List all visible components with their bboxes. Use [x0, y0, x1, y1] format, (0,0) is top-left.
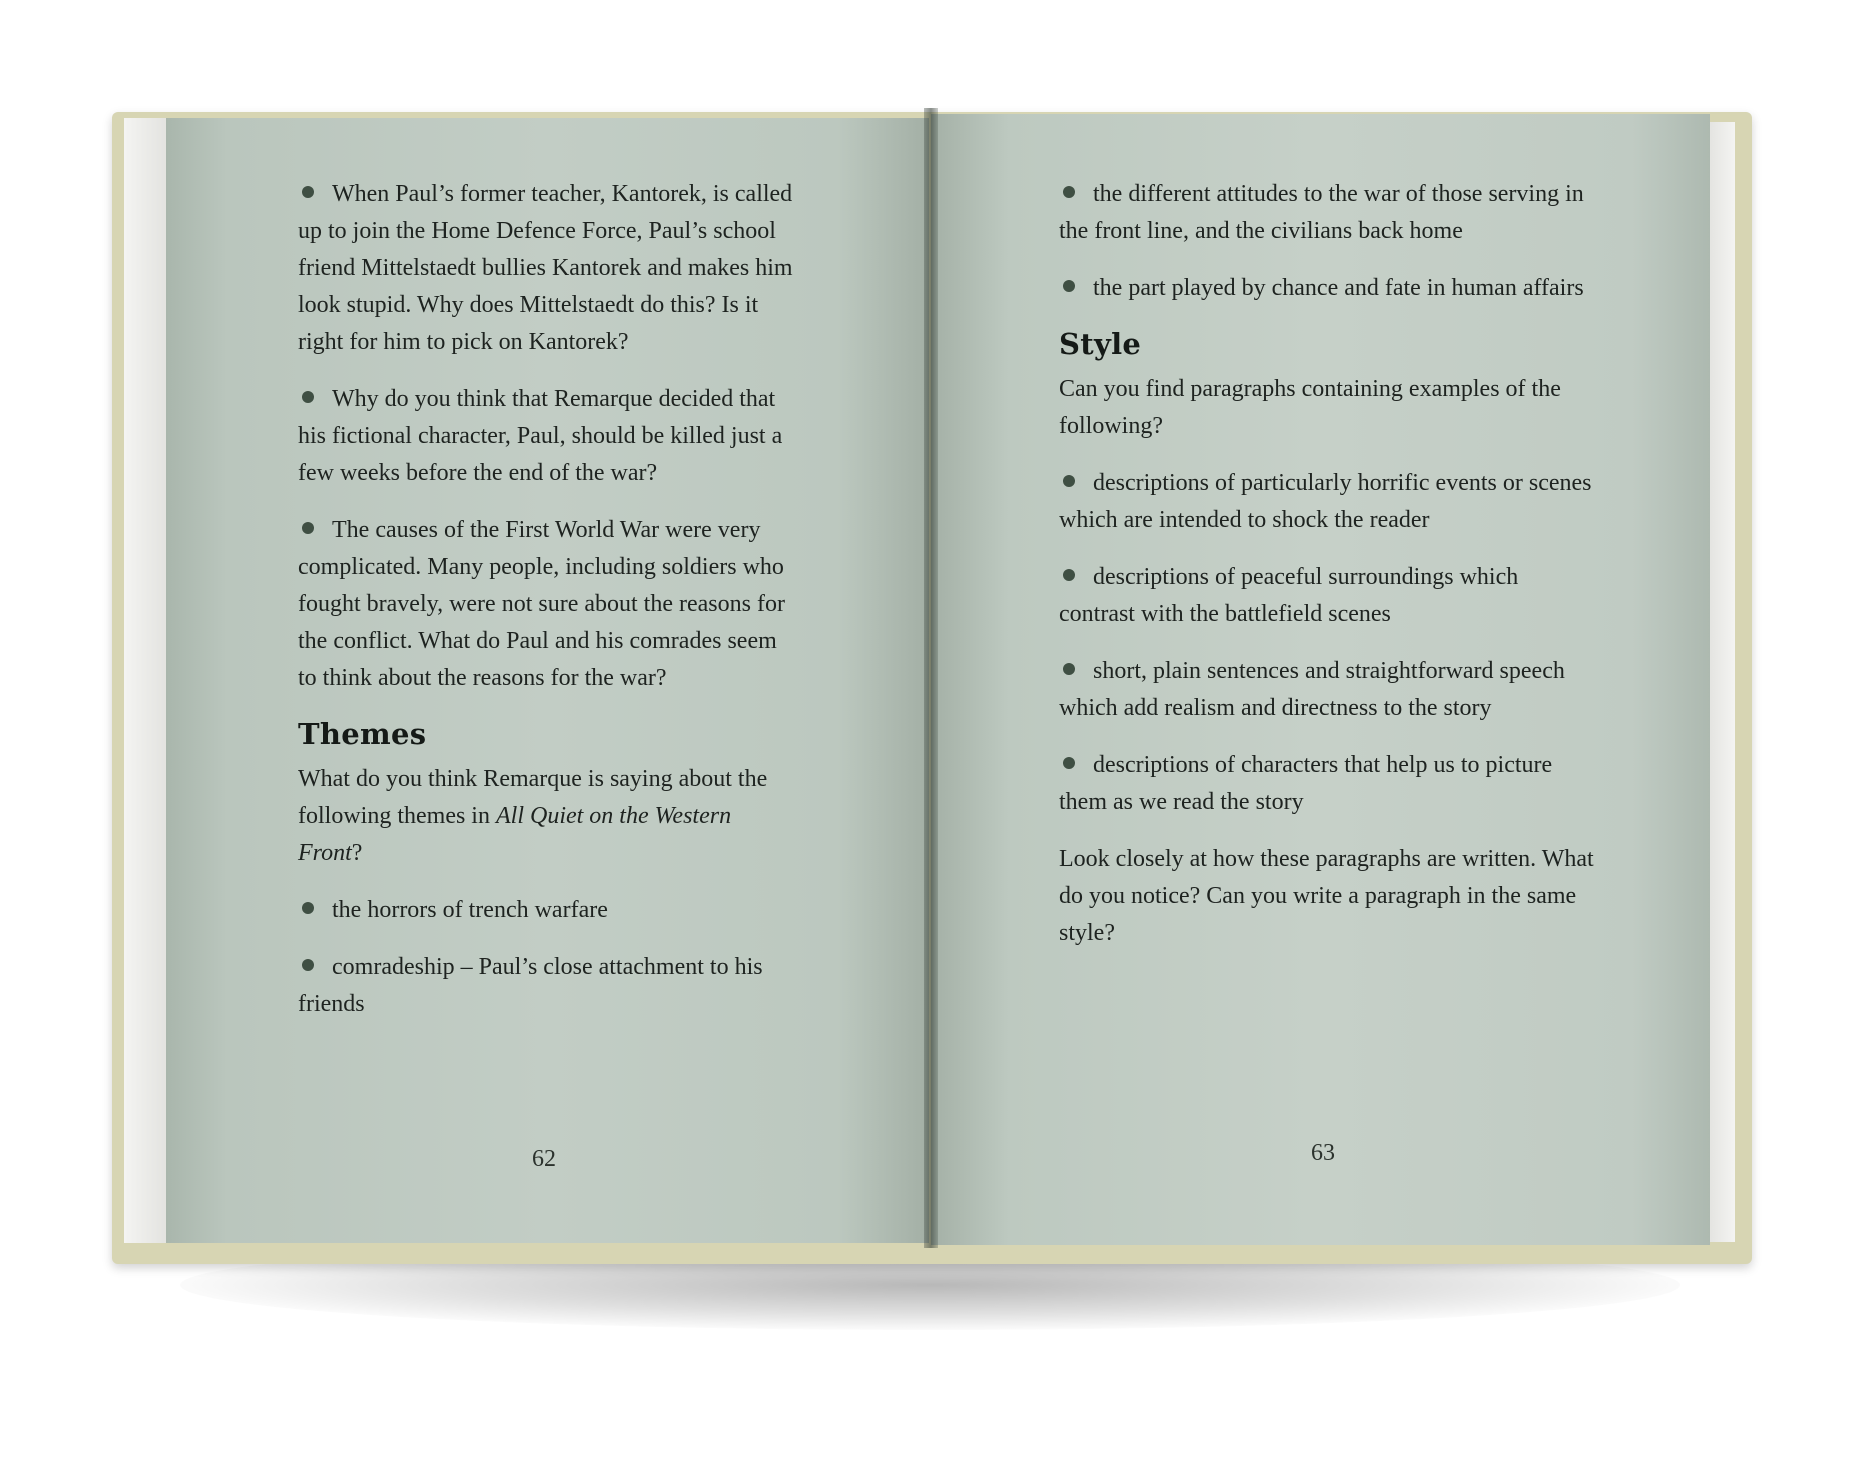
right-page-content: [1059, 176, 1599, 972]
bullet-item: descriptions of particularly horrific events or scenes which are intended to shock the reader: [1059, 470, 1592, 533]
closing-paragraph: Look closely at how these paragraphs are written. What do you notice? Can you write a paragraph in the same style?: [1059, 846, 1594, 946]
bullet-icon: [302, 522, 314, 534]
bullet-icon: [302, 959, 314, 971]
bullet-item: The causes of the First World War were very complicated. Many people, including soldiers who fought bravely, were not sure about the reasons for the conflict. What do Paul and his comrades seem to think about the reasons for the war?: [298, 517, 785, 691]
bullet-icon: [1063, 186, 1075, 198]
bullet-icon: [1063, 569, 1075, 581]
bullet-item: Why do you think that Remarque decided that his fictional character, Paul, should be killed just a few weeks before the end of the war?: [298, 386, 783, 486]
bullet-icon: [1063, 475, 1075, 487]
left-page: [166, 118, 929, 1243]
bullet-icon: [1063, 663, 1075, 675]
bullet-item: the horrors of trench warfare: [298, 892, 798, 929]
bullet-item: descriptions of peaceful surroundings which contrast with the battlefield scenes: [1059, 564, 1519, 627]
page-number-left: 62: [532, 1146, 556, 1172]
bullet-icon: [1063, 280, 1075, 292]
bullet-item: the part played by chance and fate in human affairs: [1059, 270, 1599, 307]
bullet-icon: [302, 391, 314, 403]
book-spine-gutter: [924, 108, 938, 1248]
bullet-icon: [1063, 757, 1075, 769]
style-intro: Can you find paragraphs containing examples of the following?: [1059, 376, 1561, 439]
bullet-item: comradeship – Paul’s close attachment to his friends: [298, 954, 763, 1017]
page-number-right: 63: [1311, 1140, 1335, 1166]
bullet-item: the different attitudes to the war of those serving in the front line, and the civilians back home: [1059, 181, 1584, 244]
left-page-content: [298, 176, 798, 1043]
book-title: All Quiet on the Western Front: [298, 803, 732, 866]
bullet-item: short, plain sentences and straightforward speech which add realism and directness to the story: [1059, 658, 1565, 721]
right-page: [931, 114, 1710, 1245]
style-heading: Style: [1059, 327, 1142, 361]
bullet-item: When Paul’s former teacher, Kantorek, is called up to join the Home Defence Force, Paul’s school friend Mittelstaedt bullies Kantorek and makes him look stupid. Why does Mittelstaedt do this? Is it right for him to pick on Kantorek?: [298, 181, 793, 355]
bullet-icon: [302, 186, 314, 198]
bullet-icon: [302, 902, 314, 914]
themes-intro: What do you think Remarque is saying about the following themes in All Quiet on the Western Front?: [298, 766, 768, 866]
bullet-item: descriptions of characters that help us to picture them as we read the story: [1059, 752, 1553, 815]
themes-heading: Themes: [298, 717, 427, 751]
